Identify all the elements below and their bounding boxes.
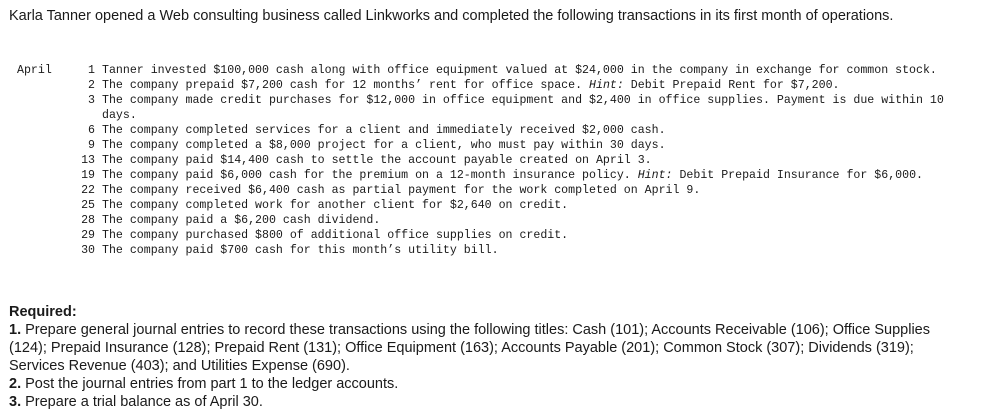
transaction-text: The company prepaid $7,200 cash for 12 months’ rent for office space.	[102, 79, 590, 92]
month-label	[17, 78, 73, 93]
transaction-row	[17, 63, 972, 78]
month-label	[17, 213, 73, 228]
transaction-description	[102, 243, 972, 258]
transaction-day: 13	[81, 154, 95, 167]
month-label	[17, 168, 73, 183]
month-label	[17, 243, 73, 258]
transaction-row	[17, 78, 972, 93]
transaction-text: The company paid a $6,200 cash dividend.	[102, 214, 381, 227]
transaction-text: The company received $6,400 cash as partial payment for the work completed on April 9.	[102, 184, 701, 197]
transaction-day: 25	[81, 199, 95, 212]
required-item	[9, 375, 969, 393]
transaction-description	[102, 228, 972, 243]
transaction-text: The company completed a $8,000 project for a client, who must pay within 30 days.	[102, 139, 666, 152]
transaction-description	[102, 168, 972, 183]
required-list	[9, 321, 969, 411]
transaction-day: 30	[81, 244, 95, 257]
transaction-row	[17, 243, 972, 258]
month-label	[17, 93, 73, 123]
transaction-row	[17, 168, 972, 183]
required-item-number: 3.	[9, 394, 22, 410]
transaction-row	[17, 93, 972, 123]
required-item-number: 2.	[9, 376, 22, 392]
hint-label: Hint:	[589, 79, 624, 92]
hint-text: Debit Prepaid Insurance for $6,000.	[672, 169, 923, 182]
transaction-day: 9	[88, 139, 95, 152]
transaction-description	[102, 198, 972, 213]
transaction-row	[17, 123, 972, 138]
transaction-text: The company completed work for another client for $2,640 on credit.	[102, 199, 569, 212]
transaction-day: 29	[81, 229, 95, 242]
intro-paragraph: Karla Tanner opened a Web consulting business called Linkworks and completed the following transactions in its first month of operations.	[9, 8, 894, 24]
transaction-day: 19	[81, 169, 95, 182]
required-item	[9, 393, 969, 411]
required-item-text: Post the journal entries from part 1 to the ledger accounts.	[21, 376, 399, 392]
transaction-day: 3	[88, 94, 95, 107]
transaction-day: 22	[81, 184, 95, 197]
transaction-row	[17, 228, 972, 243]
transaction-description	[102, 153, 972, 168]
transactions-table	[17, 63, 972, 258]
month-label	[17, 123, 73, 138]
transaction-text: The company paid $6,000 cash for the premium on a 12-month insurance policy.	[102, 169, 638, 182]
required-item-text: Prepare a trial balance as of April 30.	[21, 394, 263, 410]
month-label	[17, 153, 73, 168]
transaction-row	[17, 153, 972, 168]
transaction-description	[102, 183, 972, 198]
transaction-description	[102, 213, 972, 228]
transaction-day: 2	[88, 79, 95, 92]
transaction-text: The company completed services for a client and immediately received $2,000 cash.	[102, 124, 666, 137]
transaction-description	[102, 93, 972, 123]
transaction-day: 1	[88, 64, 95, 77]
transaction-text: The company purchased $800 of additional office supplies on credit.	[102, 229, 569, 242]
hint-text: Debit Prepaid Rent for $7,200.	[623, 79, 840, 92]
required-item	[9, 321, 969, 375]
required-item-number: 1.	[9, 322, 22, 338]
required-section	[9, 303, 969, 411]
transaction-row	[17, 138, 972, 153]
transaction-day: 28	[81, 214, 95, 227]
month-label	[17, 183, 73, 198]
transaction-description	[102, 123, 972, 138]
month-label	[17, 198, 73, 213]
hint-label: Hint:	[637, 169, 673, 182]
month-label	[17, 228, 73, 243]
transaction-description	[102, 78, 972, 93]
month-label: April	[17, 64, 52, 77]
required-heading: Required:	[9, 304, 77, 320]
transaction-row	[17, 183, 972, 198]
transaction-text: The company made credit purchases for $12,000 in office equipment and $2,400 in office supplies. Payment is due within 10 days.	[102, 94, 944, 122]
transaction-text: The company paid $14,400 cash to settle the account payable created on April 3.	[102, 154, 652, 167]
transaction-text: The company paid $700 cash for this month’s utility bill.	[102, 244, 499, 257]
transaction-description	[102, 63, 972, 78]
transaction-description	[102, 138, 972, 153]
month-label	[17, 138, 73, 153]
transaction-text: Tanner invested $100,000 cash along with office equipment valued at $24,000 in the company in exchange for common stock.	[102, 64, 937, 77]
required-item-text: Prepare general journal entries to record these transactions using the following titles: Cash (101); Accounts Receivable (106); Office Supplies (124); Prepaid Insurance (128); Prepaid Rent (131); Office Equipment (163); Accounts Payable (201); Common Stock (307); Dividends (319); Services Revenue (403); and Utilities Expense (690).	[9, 322, 930, 374]
transaction-day: 6	[88, 124, 95, 137]
transaction-row	[17, 198, 972, 213]
transaction-row	[17, 213, 972, 228]
